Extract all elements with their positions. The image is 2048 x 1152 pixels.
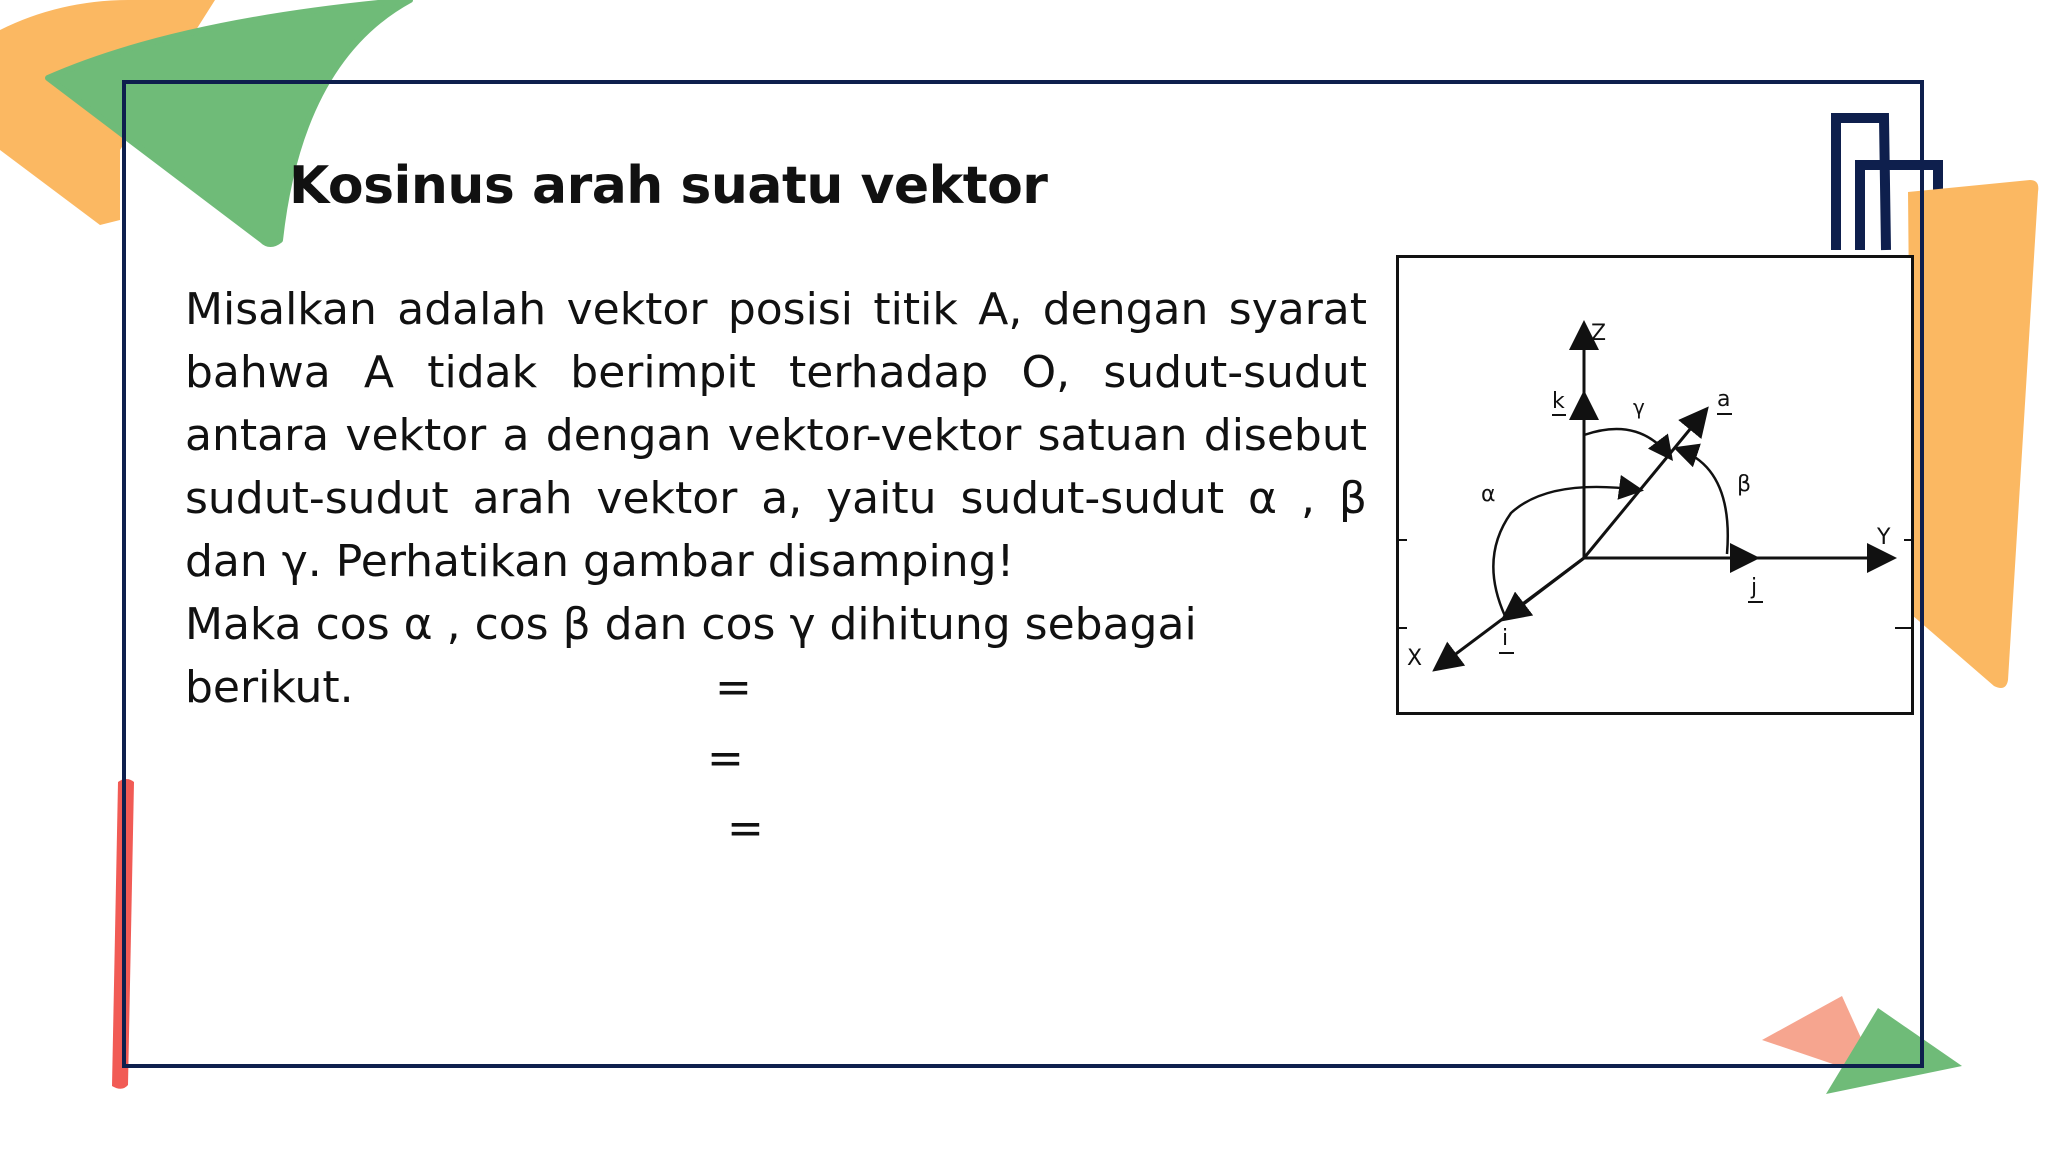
angle-gamma-arc [1584, 429, 1670, 457]
body-line-cos: Maka cos α , cos β dan cos γ dihitung sebagai berikut. [185, 599, 1197, 713]
angle-beta-arc [1678, 449, 1728, 554]
orange-shape-right [1908, 180, 2038, 688]
equals-sign-2: = [707, 733, 744, 784]
label-a: a [1717, 387, 1731, 412]
label-y: Y [1877, 525, 1891, 550]
label-alpha: α [1481, 482, 1496, 507]
label-i: i [1502, 626, 1509, 651]
body-text [185, 278, 1367, 719]
vector-a-line [1584, 411, 1705, 558]
label-gamma: γ [1633, 395, 1645, 419]
body-paragraph: Misalkan adalah vektor posisi titik A, dengan syarat bahwa A tidak berimpit terhadap O, sudut-sudut antara vektor a dengan vektor-vektor satuan disebut sudut-sudut arah vektor a, yaitu sudut-sudut α , β dan γ. Perhatikan gambar disamping! [185, 284, 1367, 587]
slide-title: Kosinus arah suatu vektor [289, 156, 1048, 216]
vector-diagram [1396, 255, 1914, 715]
angle-alpha-arc [1493, 487, 1639, 616]
label-k: k [1552, 389, 1565, 414]
unit-i-line [1505, 558, 1584, 618]
label-x: X [1407, 646, 1423, 671]
equals-sign-1: = [715, 662, 752, 713]
label-z: Z [1591, 321, 1607, 346]
label-beta: β [1737, 472, 1752, 497]
equals-sign-3: = [727, 803, 764, 854]
label-j: j [1751, 575, 1758, 600]
